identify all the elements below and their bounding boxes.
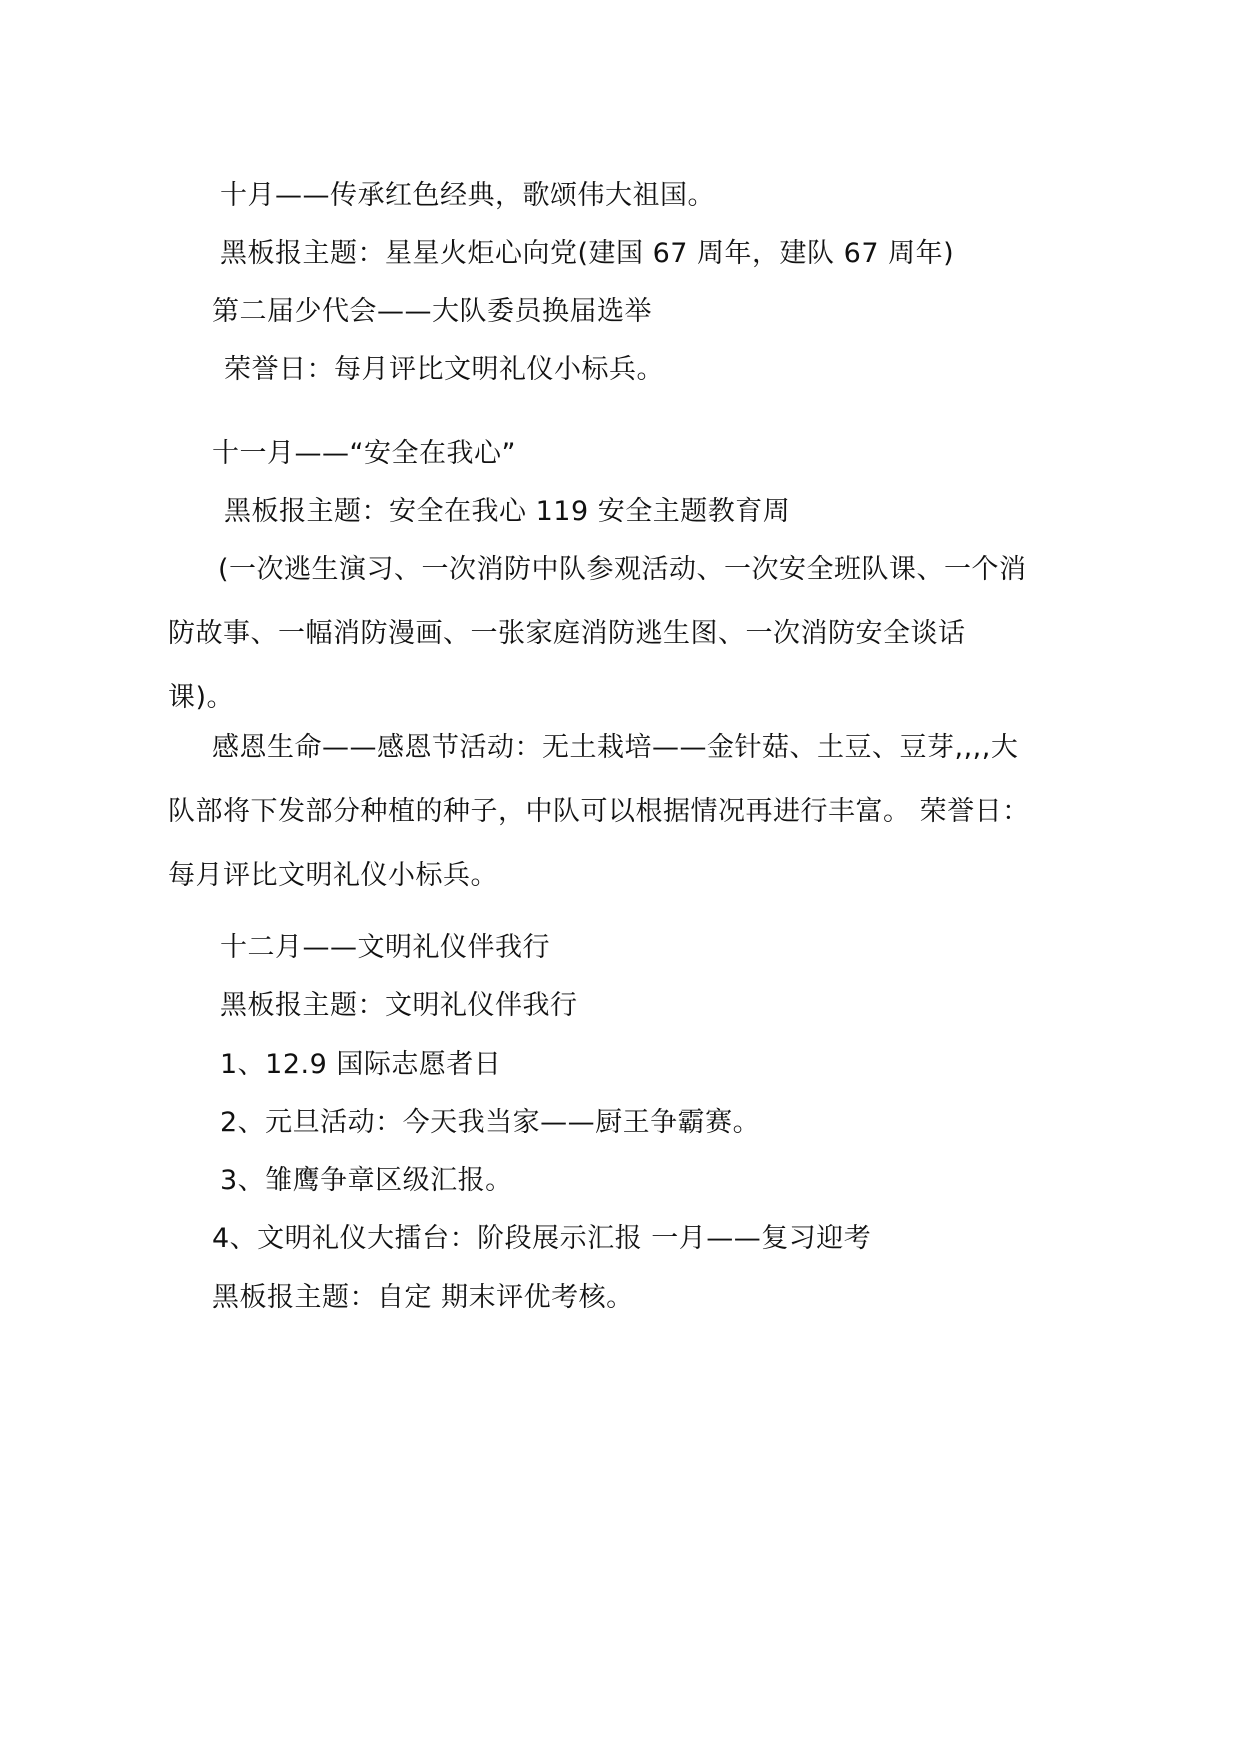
december-item-2: 2、元旦活动：今天我当家——厨王争霸赛。: [220, 1107, 761, 1138]
december-item-1: 1、12.9 国际志愿者日: [220, 1049, 502, 1080]
november-board-theme: 黑板报主题：安全在我心 119 安全主题教育周: [224, 496, 791, 527]
december-item-4: 4、文明礼仪大擂台：阶段展示汇报 一月——复习迎考: [212, 1223, 872, 1254]
november-activities: (一次逃生演习、一次消防中队参观活动、一次安全班队课、一个消防故事、一幅消防漫画、一张家庭消防逃生图、一次消防安全谈话课)。: [168, 554, 1027, 713]
november-heading: 十一月——“安全在我心”: [212, 438, 516, 469]
december-board-theme: 黑板报主题：文明礼仪伴我行: [220, 990, 578, 1021]
december-heading: 十二月——文明礼仪伴我行: [220, 932, 550, 963]
october-honor-day: 荣誉日：每月评比文明礼仪小标兵。: [224, 354, 664, 385]
december-item-3: 3、雏鹰争章区级汇报。: [220, 1165, 513, 1196]
october-congress: 第二届少代会——大队委员换届选举: [212, 296, 652, 327]
october-board-theme: 黑板报主题：星星火炬心向党(建国 67 周年，建队 67 周年): [220, 238, 955, 269]
january-board-theme: 黑板报主题：自定 期末评优考核。: [212, 1282, 634, 1313]
november-thanksgiving: 感恩生命——感恩节活动：无土栽培——金针菇、土豆、豆芽,,,,大队部将下发部分种植的种子，中队可以根据情况再进行丰富。 荣誉日：每月评比文明礼仪小标兵。: [168, 732, 1030, 891]
october-heading: 十月——传承红色经典，歌颂伟大祖国。: [220, 180, 715, 211]
